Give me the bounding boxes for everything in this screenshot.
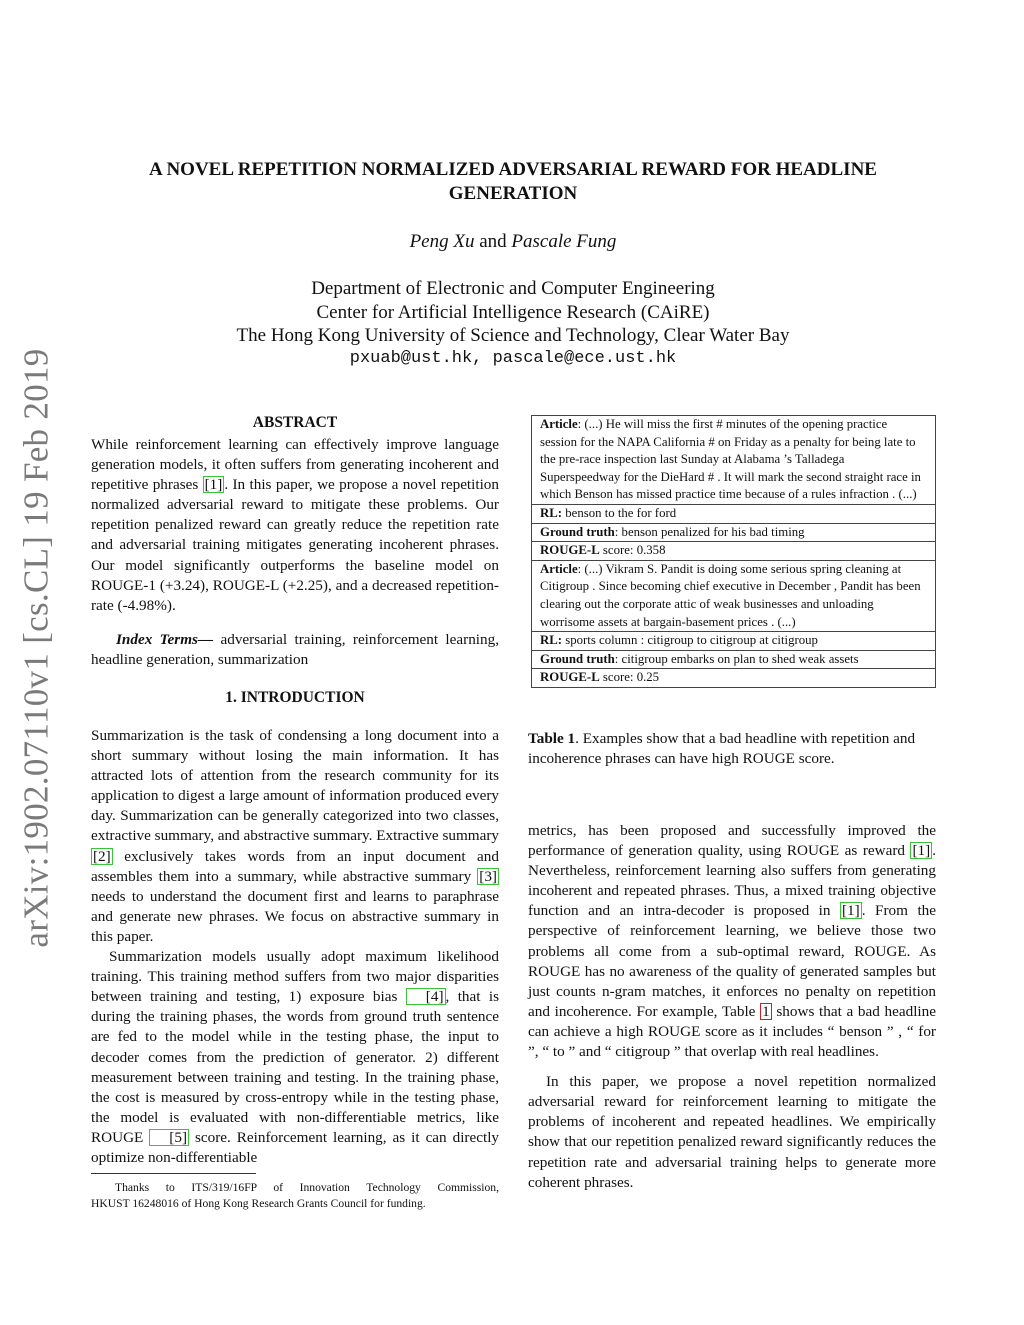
footnote-divider <box>91 1173 256 1174</box>
table-cell <box>532 416 936 505</box>
footnote-line-1: Thanks to ITS/319/16FP of Innovation Technology Commission, <box>115 1181 499 1194</box>
rl-label: RL: <box>540 505 563 520</box>
table-row <box>532 650 936 669</box>
right-p1-text-b: . Nevertheless, reinforcement learning also suffers from generating incoherent and repeated phrases. Thus, a mixed training objective function and an intra-decoder is proposed in <box>528 842 936 920</box>
index-terms-label: Index Terms— <box>116 630 214 648</box>
right-p1-text-c: . From the perspective of reinforcement learning, we believe those two problems all come from a sub-optimal reward, ROUGE. As ROUGE has no awareness of the quality of generated samples but just counts n-gram matches, it enforces no penalty on repetition and incoherence. For example, Table <box>528 902 936 1020</box>
arxiv-stamp-text: arXiv:1902.07110v1 [cs.CL] 19 Feb 2019 <box>17 348 56 948</box>
table-cell <box>532 669 936 688</box>
rouge-label: ROUGE-L <box>540 670 600 685</box>
intro-p2-text-a: Summarization models usually adopt maximum likelihood training. This training method suffers from two major disparities between training and testing, 1) exposure bias <box>91 948 499 1006</box>
citation-link[interactable]: [4] <box>406 988 446 1005</box>
citation-link[interactable]: [3] <box>479 867 497 885</box>
table-cell <box>532 523 936 542</box>
ground-truth-label: Ground truth <box>540 651 615 666</box>
abstract-heading: ABSTRACT <box>252 414 338 431</box>
abstract-text <box>91 435 499 616</box>
table-row <box>532 416 936 505</box>
title-line-1: A NOVEL REPETITION NORMALIZED ADVERSARIAL REWARD FOR HEADLINE <box>149 159 877 180</box>
affiliation <box>110 277 916 348</box>
table-row <box>532 632 936 651</box>
abstract-text-a: While reinforcement learning can effectively improve language generation models, it often suffers from generating incoherent and repetitive phrases <box>91 436 499 494</box>
paper-title <box>110 158 916 206</box>
caption-text: . Examples show that a bad headline with repetition and incoherence phrases can have high ROUGE score. <box>528 730 916 768</box>
article-text: : (...) He will miss the first # minutes of the opening practice session for the NAPA California # on Friday as a penalty for being late to the pre-race inspection last Sunday at Alabama ’s Talladega Superspeedway for the DieHard # . It will mark the second straight race in which Benson has missed practice time because of a rules infraction . (...) <box>540 417 921 502</box>
table-cell <box>532 504 936 523</box>
index-terms-text: adversarial training, reinforcement learning, headline generation, summarization <box>91 630 499 668</box>
arxiv-stamp <box>8 348 66 948</box>
table-reference-link[interactable]: 1 <box>762 1002 770 1020</box>
introduction-section <box>91 689 499 1168</box>
table-cell <box>532 632 936 651</box>
right-paragraph-2: In this paper, we propose a novel repetition normalized adversarial reward for reinforcement learning to mitigate the problems of incoherent and repeated headlines. We empirically show that our repetition penalized reward significantly reduces the repetition rate and adversarial training helps to generate more coherent phrases. <box>528 1073 936 1191</box>
rouge-label: ROUGE-L <box>540 543 600 558</box>
ground-truth-label: Ground truth <box>540 524 615 539</box>
citation-link[interactable]: [1] <box>912 842 931 860</box>
affiliation-line-3: The Hong Kong University of Science and Technology, Clear Water Bay <box>236 325 790 346</box>
examples-table <box>531 415 936 688</box>
rl-text: sports column : citigroup to citigroup at citigroup <box>562 633 818 648</box>
affiliation-line-1: Department of Electronic and Computer Engineering <box>311 278 715 299</box>
intro-p2-text-c: score. Reinforcement learning, as it can directly optimize non-differentiable <box>91 1128 500 1166</box>
table-cell <box>532 650 936 669</box>
ground-truth-text: : citigroup embarks on plan to shed weak assets <box>614 651 859 666</box>
table-cell <box>532 560 936 631</box>
introduction-heading: 1. INTRODUCTION <box>225 689 365 706</box>
citation-link[interactable]: [2] <box>93 847 111 865</box>
intro-paragraph-1 <box>91 726 499 947</box>
title-line-2: GENERATION <box>448 183 578 204</box>
authors <box>110 231 916 253</box>
author-emails: pxuab@ust.hk, pascale@ece.ust.hk <box>349 349 677 368</box>
table-caption <box>528 729 936 769</box>
author-separator: and <box>479 231 507 252</box>
article-label: Article <box>540 417 578 431</box>
table-row <box>532 560 936 631</box>
author-1: Peng Xu <box>409 231 475 252</box>
table-row <box>532 669 936 688</box>
right-p1-text-a: metrics, has been proposed and successfully improved the performance of generation quality, using ROUGE as reward <box>528 822 936 860</box>
citation-link[interactable]: [1] <box>842 902 860 920</box>
intro-p1-text-a: Summarization is the task of condensing a long document into a short summary without losing the main information. It has attracted lots of attention from the research community for its application to digest a large amount of information produced every day. Summarization can be generally categorized into two classes, extractive summary, and abstractive summary. Extractive summary <box>91 727 499 845</box>
abstract-text-b: . In this paper, we propose a novel repetition normalized adversarial reward to mitigate these problems. Our repetition penalized reward can greatly reduce the repetition rate and adversarial training mitigates generating incoherent phrases. Our model significantly outperforms the baseline model on ROUGE-1 (+3.24), ROUGE-L (+2.25), and a decreased repetition-rate (-4.98%). <box>91 476 499 614</box>
intro-p1-text-b: exclusively takes words from an input document and assembles them into a summary, while abstractive summary <box>91 847 499 885</box>
intro-p2-text-b: , that is during the training phases, the words from ground truth sentence are fed to the model while in the testing phase, the input to decoder comes from the prediction of generator. 2) different measurement between training and testing. In the training phase, the cost is measured by cross-entropy while in the testing phase, the model is evaluated with non-differentiable metrics, like ROUGE <box>91 988 500 1146</box>
citation-link[interactable]: [1] <box>204 476 223 494</box>
abstract-section <box>91 414 499 670</box>
footnote-line-2: HKUST 16248016 of Hong Kong Research Grants Council for funding. <box>91 1196 426 1210</box>
table-cell <box>532 542 936 561</box>
ground-truth-text: : benson penalized for his bad timing <box>614 524 805 539</box>
rouge-text: score: 0.25 <box>599 670 660 685</box>
article-label: Article <box>540 561 578 576</box>
intro-paragraph-2 <box>91 947 499 1168</box>
rl-label: RL: <box>540 633 563 648</box>
citation-link[interactable]: [5] <box>149 1129 189 1146</box>
footnote <box>91 1180 499 1211</box>
index-terms <box>91 630 499 670</box>
table-row <box>532 523 936 542</box>
rl-text: benson to the for ford <box>562 505 677 520</box>
article-text: : (...) Vikram S. Pandit is doing some serious spring cleaning at Citigroup . Since becoming chief executive in December , Pandit has been clearing out the corporate attic of weak businesses and unloading worrisome assets at bargain-basement prices . (...) <box>540 561 921 629</box>
caption-label: Table 1 <box>528 730 576 747</box>
rouge-text: score: 0.358 <box>599 543 666 558</box>
right-p1-text-d: shows that a bad headline can achieve a high ROUGE score as it includes “ benson ” , “ for ”, “ to ” and “ citigroup ” that overlap with real headlines. <box>528 1002 936 1061</box>
author-2: Pascale Fung <box>511 231 617 252</box>
right-paragraph-1 <box>528 821 936 1062</box>
intro-p1-text-c: needs to understand the document first and learns to paraphrase and generate new phrases. We focus on abstractive summary in this paper. <box>91 887 499 945</box>
right-column-text <box>528 821 936 1193</box>
affiliation-line-2: Center for Artificial Intelligence Research (CAiRE) <box>316 301 710 323</box>
table-row <box>532 542 936 561</box>
table-row <box>532 504 936 523</box>
